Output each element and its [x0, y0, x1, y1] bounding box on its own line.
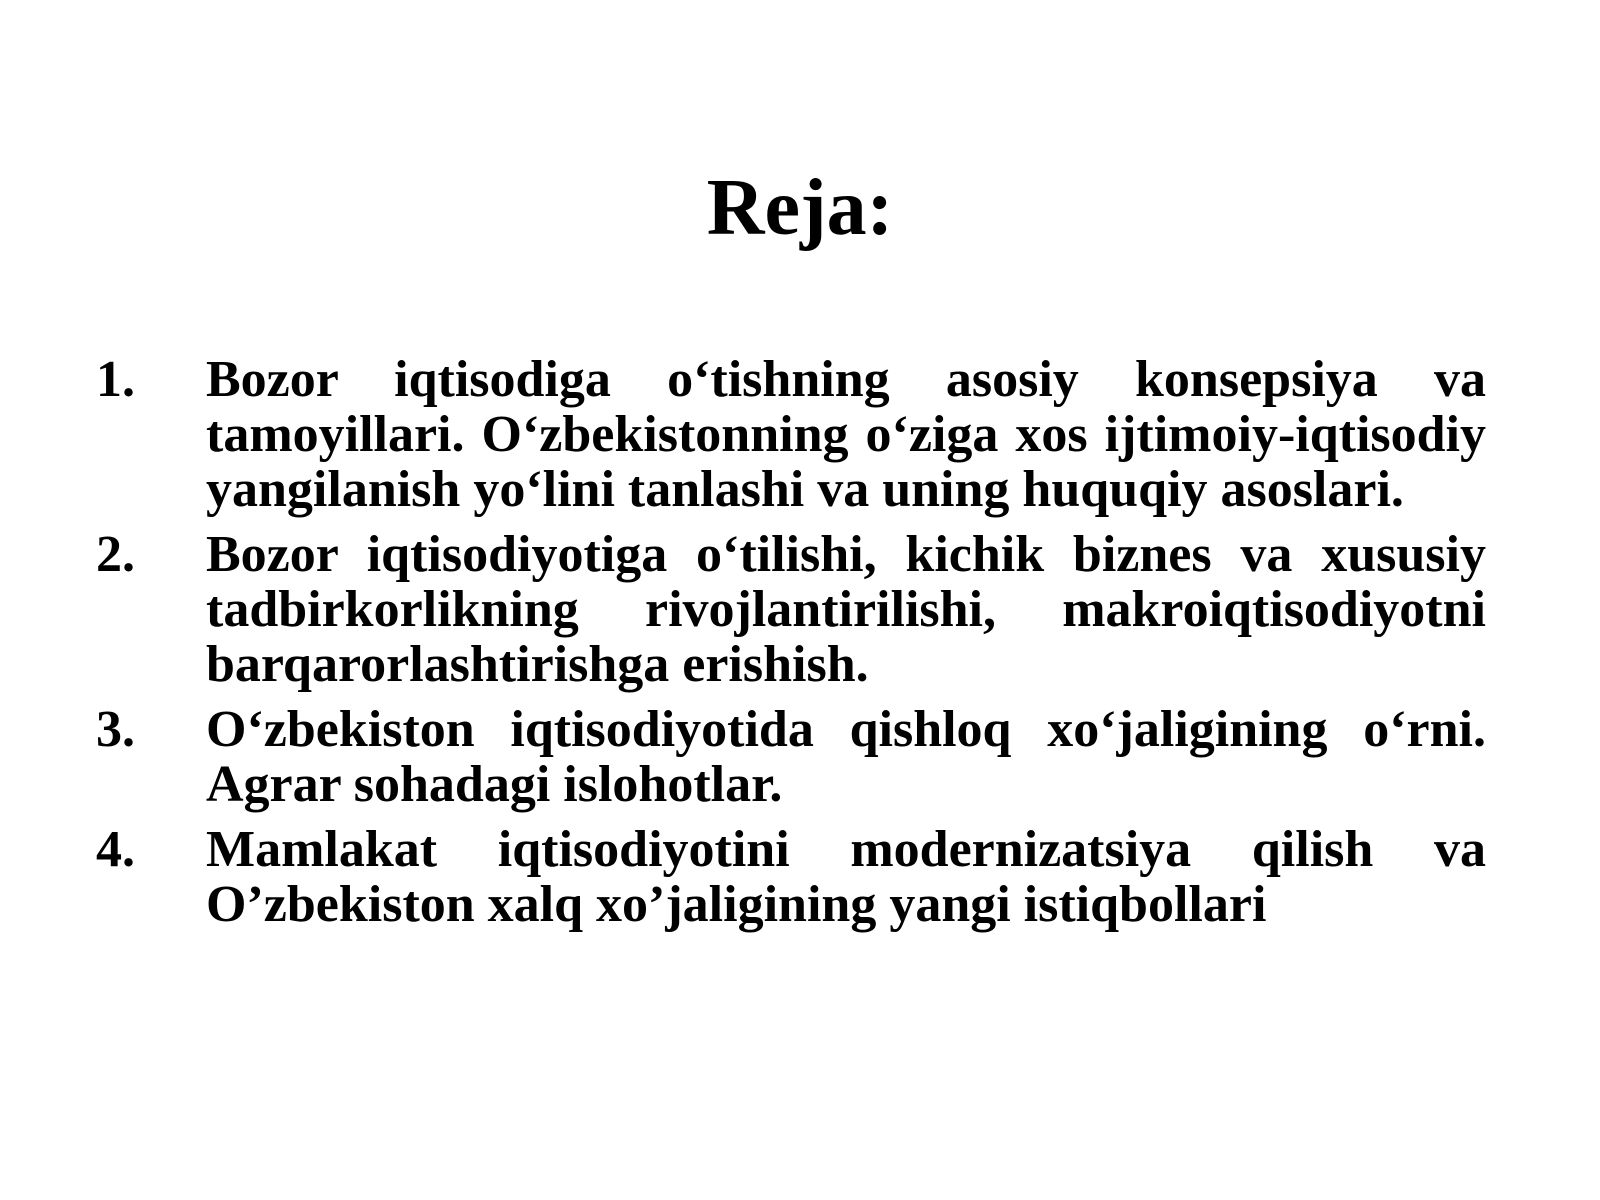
- plan-item-text: Bozor iqtisodiyotiga o‘tilishi, kichik biznes va xususiy tadbirkorlikning rivojlantirilishi, makroiqtisodiyotni barqarorlashtirishga erishish.: [206, 526, 1486, 693]
- plan-list: [96, 352, 1486, 942]
- plan-item-number: 4.: [96, 821, 135, 878]
- plan-item-number: 3.: [96, 701, 135, 758]
- plan-item-number: 2.: [96, 526, 135, 583]
- plan-item-3: [96, 702, 1486, 812]
- plan-item-1: [96, 352, 1486, 517]
- plan-item-number: 1.: [96, 351, 135, 408]
- plan-item-text: O‘zbekiston iqtisodiyotida qishloq xo‘jaligining o‘rni. Agrar sohadagi islohotlar.: [206, 701, 1486, 813]
- plan-item-4: [96, 822, 1486, 932]
- plan-item-text: Mamlakat iqtisodiyotini modernizatsiya qilish va O’zbekiston xalq xo’jaligining yangi istiqbollari: [206, 821, 1486, 933]
- plan-item-2: [96, 527, 1486, 692]
- plan-item-text: Bozor iqtisodiga o‘tishning asosiy konsepsiya va tamoyillari. O‘zbekistonning o‘ziga xos ijtimoiy-iqtisodiy yangilanish yo‘lini tanlashi va uning huquqiy asoslari.: [206, 351, 1486, 518]
- slide-title: Reja:: [706, 164, 894, 252]
